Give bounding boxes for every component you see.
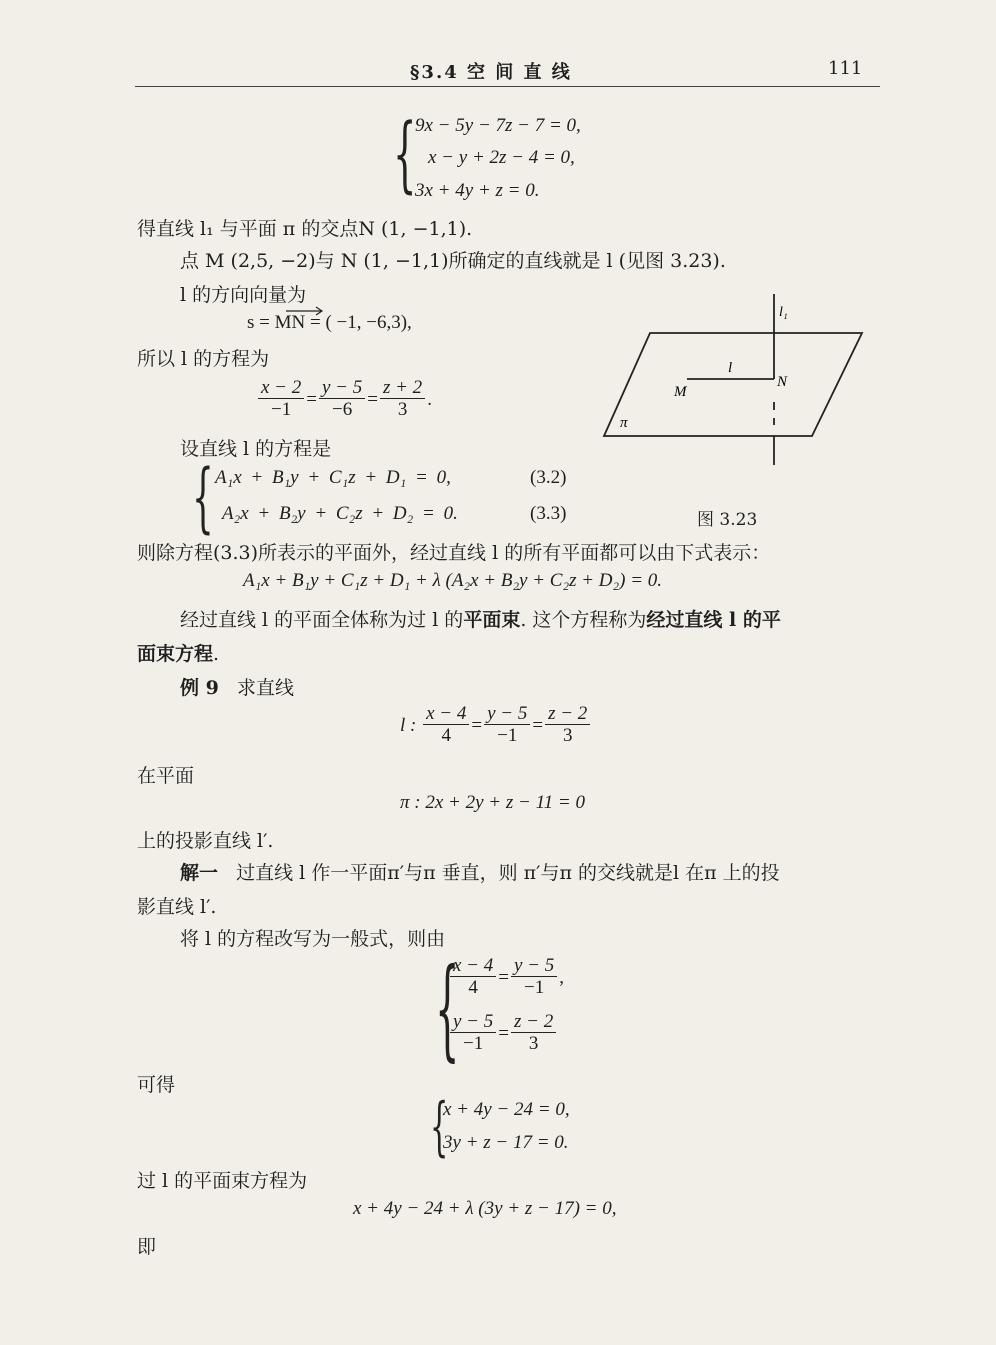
mn-line-text: 点 M (2,5, −2)与 N (1, −1,1)所确定的直线就是 l (见图 3.23). [180,250,726,272]
header-rule [135,86,880,87]
general-form-eq2: $\frac{y - 5}{-1}$ = $\frac{z - 2}{3}$ [450,1012,556,1055]
definition-text: 经过直线 l 的平面全体称为过 l 的平面束. 这个方程称为经过直线 l 的平 [180,609,781,631]
definition-text-cont: 面束方程. [137,643,220,665]
except-text: 则除方程(3.3)所表示的平面外，经过直线 l 的所有平面都可以由下式表示： [137,542,771,564]
pencil-l-text: 过 l 的平面束方程为 [137,1170,308,1192]
label-M: M [674,384,687,400]
label-N: N [777,374,788,390]
intersection-text: 得直线 l₁ 与平面 π 的交点N (1, −1,1). [137,218,473,240]
equation-tag: (3.3) [530,503,567,524]
plane-pi [604,333,862,436]
equation-tag: (3.2) [530,467,567,488]
section-title: §3.4 空 间 直 线 [410,62,572,83]
solution-text-cont: 影直线 l′. [137,896,217,918]
system1-eq2: x − y + 2z − 4 = 0, [428,147,575,168]
vector-arrow-icon [285,306,325,316]
projection-text: 上的投影直线 l′. [137,830,274,852]
system2-eq2: A₂x + B₂y + C₂z + D₂ = 0. [222,503,458,524]
figure-caption: 图 3.23 [697,510,758,530]
page-number: 111 [828,58,863,79]
s-vector: s = MN = ( −1, −6,3), [247,312,412,334]
left-brace: { [430,1090,449,1164]
pencil-l-eq: x + 4y − 24 + λ (3y + z − 17) = 0, [353,1198,617,1219]
can-get-text: 可得 [137,1074,176,1096]
label-l1: l₁ [779,305,788,320]
plane-pi-eq: π : 2x + 2y + z − 11 = 0 [400,792,585,813]
label-pi: π [620,415,628,431]
so-equation-text: 所以 l 的方程为 [137,348,270,370]
example-heading: 例 9 求直线 [180,677,294,699]
system3-eq1: x + 4y − 24 = 0, [443,1099,570,1120]
label-l: l [728,360,733,376]
left-brace: { [393,107,417,202]
in-plane-text: 在平面 [137,765,195,787]
namely-text: 即 [137,1236,157,1258]
system1-eq1: 9x − 5y − 7z − 7 = 0, [415,115,581,136]
figure-3-23 [598,290,868,480]
direction-text: l 的方向向量为 [180,284,307,306]
left-brace: { [435,944,460,1072]
left-brace: { [192,452,214,541]
example-line-eq: l : $\frac{x - 4}{4}$ = $\frac{y - 5}{-1}$ = $\frac{z - 2}{3}$ [398,704,590,747]
line-l-symmetric-eq: $\frac{x - 2}{-1}$ = $\frac{y - 5}{-6}$ = $\frac{z + 2}{3}$ . [258,378,434,421]
rewrite-text: 将 l 的方程改写为一般式，则由 [180,928,446,950]
system2-eq1: A₁x + B₁y + C₁z + D₁ = 0, [215,467,451,488]
general-form-eq1: $\frac{x - 4}{4}$ = $\frac{y - 5}{-1}$ , [450,956,566,999]
system3-eq2: 3y + z − 17 = 0. [443,1132,569,1153]
set-line-text: 设直线 l 的方程是 [180,438,332,460]
pencil-general-eq: A₁x + B₁y + C₁z + D₁ + λ (A₂x + B₂y + C₂z + D₂) = 0. [243,570,663,591]
solution-text: 解一 过直线 l 作一平面π′与π 垂直，则 π′与π 的交线就是l 在π 上的投 [180,862,780,884]
system1-eq3: 3x + 4y + z = 0. [415,180,540,201]
